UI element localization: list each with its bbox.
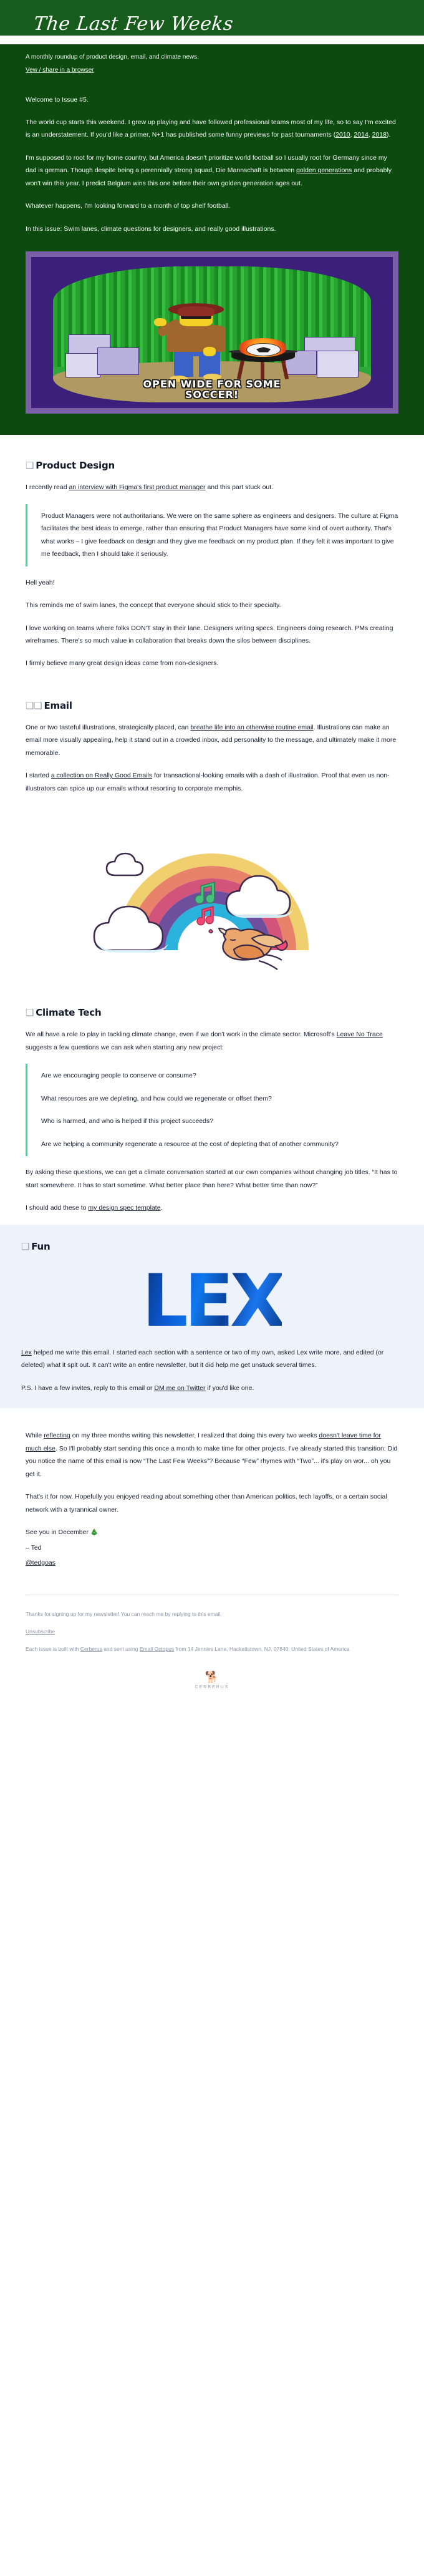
email-octopus-link[interactable]: Email Octopus bbox=[139, 1645, 175, 1652]
section-emoji-icon: ❑ bbox=[26, 1007, 34, 1019]
cl-p1-b: suggests a few questions we can ask when starting any new project: bbox=[26, 1043, 224, 1051]
cerberus-link[interactable]: Cerberus bbox=[80, 1645, 102, 1652]
lex-logo: LEX bbox=[142, 1258, 282, 1343]
product-design-paragraph-3: This reminds me of swim lanes, the concept that everyone should stick to their specialty. bbox=[26, 601, 281, 610]
footer-thanks: Thanks for signing up for my newsletter! You can reach me by replying to this email. bbox=[26, 1610, 222, 1617]
em-p1-b: . Illustrations can make an email more visually appealing, help it stand out in a crowded inbox, add personality to the message, and ultimately make it more memorable. bbox=[26, 723, 397, 757]
rainbow-illustration bbox=[26, 805, 398, 1001]
leave-no-trace-link[interactable]: Leave No Trace bbox=[336, 1031, 383, 1039]
product-design-heading-text: Product Design bbox=[36, 460, 115, 472]
character-fist bbox=[154, 318, 166, 327]
link-2014[interactable]: 2014 bbox=[354, 131, 369, 139]
section-divider bbox=[26, 680, 398, 694]
email-heading bbox=[26, 700, 398, 711]
email-paragraph-2 bbox=[26, 769, 398, 795]
out-p1-c: . So I'll probably start sending this once a month to make time for other projects. I've already started this transition: Did you notice the name of this email is now “The Last Few Weeks”? Because “Few” rhymes with “Two”... it's play on wor... oh you get it. bbox=[26, 1444, 398, 1478]
section-emoji-icon: ❑ bbox=[21, 1240, 30, 1252]
climate-paragraph-1 bbox=[26, 1028, 398, 1054]
breathe-life-link[interactable]: breathe life into an otherwise routine email bbox=[190, 723, 314, 731]
section-email bbox=[26, 700, 398, 795]
intro-paragraph-3: Whatever happens, I'm looking forward to a month of top shelf football. bbox=[26, 202, 231, 210]
signoff-block bbox=[26, 1526, 398, 1569]
crate-icon bbox=[97, 348, 138, 375]
signoff-handle bbox=[26, 1557, 398, 1569]
dog-icon: 🐕 bbox=[205, 1670, 219, 1683]
cl-p1-a: We all have a role to play in tackling climate change, even if we don't work in the climate sector. Microsoft's bbox=[26, 1031, 337, 1039]
figma-quote-blockquote bbox=[26, 504, 398, 566]
hero-caption-line-1: OPEN WIDE FOR SOME bbox=[143, 377, 281, 390]
footer bbox=[0, 1595, 424, 1711]
climate-tech-heading bbox=[26, 1007, 398, 1018]
intro-p1-text-b: ). bbox=[386, 131, 391, 139]
link-2010[interactable]: 2010 bbox=[335, 131, 350, 139]
intro-p2-text-b: and probably won't win this year. I predict Belgium wins this one before their own golden generation ages out. bbox=[26, 167, 392, 187]
page-title: The Last Few Weeks bbox=[32, 13, 234, 35]
crate-icon bbox=[317, 351, 358, 378]
fun-p1-a: helped me write this email. I started each section with a sentence or two of my own, asked Lex write more, and edited (or deleted) what it spit out. It can't write an entire newsletter, but it did help me get unstuck several times. bbox=[21, 1348, 384, 1369]
reflecting-link[interactable]: reflecting bbox=[44, 1432, 70, 1440]
climate-question: What resources are we depleting, and how could we regenerate or offset them? bbox=[41, 1094, 272, 1102]
em-p1-a: One or two tasteful illustrations, strategically placed, can bbox=[26, 723, 191, 731]
climate-question: Are we encouraging people to conserve or consume? bbox=[41, 1072, 196, 1080]
hero-image-wrap bbox=[0, 251, 424, 435]
tv-inner bbox=[31, 257, 393, 408]
main-content bbox=[0, 435, 424, 1214]
signoff-line-2: – Ted bbox=[26, 1543, 42, 1552]
product-design-paragraph-1 bbox=[26, 481, 398, 493]
fun-p2-a: P.S. I have a few invites, reply to this email or bbox=[21, 1384, 155, 1392]
outro-section bbox=[0, 1408, 424, 1578]
intro-p2-text-a: I'm supposed to root for my home country, but America doesn't prioritize world football so I usually root for Germany since my dad is german. Though despite being a perennially strong squad, Die Mannschaft is between bbox=[26, 153, 387, 175]
really-good-emails-link[interactable]: a collection on Really Good Emails bbox=[51, 772, 153, 780]
section-emoji-icon: ❑ bbox=[26, 460, 34, 472]
pd-p1-b: and this part stuck out. bbox=[205, 484, 274, 492]
ft-c: from 14 Jennies Lane, Hackettstown, NJ, 07840, United States of America bbox=[174, 1645, 350, 1652]
grill-leg bbox=[237, 360, 244, 380]
cowboy-character bbox=[161, 303, 231, 382]
hero-caption-line-2: SOCCER! bbox=[185, 388, 239, 401]
footer-built-with bbox=[26, 1644, 398, 1654]
out-p1-b: on my three months writing this newsletter, I realized that doing this every two weeks bbox=[70, 1432, 319, 1440]
climate-paragraph-2: By asking these questions, we can get a climate conversation started at our own companies without changing job titles. “It has to start somewhere. It has to start sometime. What better place than here? What better time than now?” bbox=[26, 1169, 398, 1189]
intro-p1-text-a: The world cup starts this weekend. I grew up playing and have followed professional teams most of my life, so to say I'm excited is an understatement. If you'd like a primer, N+1 has published some funny previews for past tournaments ( bbox=[26, 118, 396, 139]
grill-with-flaming-ball bbox=[231, 343, 295, 383]
soccer-ball-icon bbox=[246, 343, 281, 356]
intro-paragraph-4: In this issue: Swim lanes, climate questions for designers, and really good illustrations. bbox=[26, 225, 276, 233]
cl-p3-b: . bbox=[160, 1204, 163, 1212]
product-design-paragraph-5: I firmly believe many great design ideas come from non-designers. bbox=[26, 659, 219, 668]
intro-paragraph-2 bbox=[26, 152, 398, 190]
link-2018[interactable]: 2018 bbox=[372, 131, 387, 139]
cl-p3-a: I should add these to bbox=[26, 1204, 89, 1212]
outro-paragraph-2: That's it for now. Hopefully you enjoyed reading about something other than American politics, tech layoffs, or a certain social network with a tyrannical owner. bbox=[26, 1493, 387, 1514]
intro-paragraph-1: The world cup starts this weekend. I grew up playing and have followed professional teams most of my life, so to say I'm excited is an understatement. If you'd like a primer, N+1 has published some funny previews for past tournaments (2010, 2014, 2018). bbox=[26, 118, 396, 139]
character-hand bbox=[203, 347, 216, 356]
cerberus-logo bbox=[26, 1661, 398, 1689]
figma-quote-text: Product Managers were not authoritarians. We were on the same sphere as engineers and designers. The culture at Figma facilitates the best ideas to emerge, rather than ensuring that Product Managers have some kind of overt authority. That's what works – I give feedback on design and they give me feedback on my product plan. If they felt it was important to give me feedback, then I should take it seriously. bbox=[41, 512, 398, 558]
lex-link[interactable]: Lex bbox=[21, 1348, 32, 1356]
fun-heading bbox=[21, 1241, 403, 1252]
character-leg-gap bbox=[193, 356, 199, 377]
golden-generations-link[interactable]: golden generations bbox=[296, 167, 352, 175]
signoff-line-1: See you in December 🎄 bbox=[26, 1529, 99, 1537]
em-p2-a: I started bbox=[26, 772, 51, 780]
hero-caption bbox=[53, 379, 371, 401]
email-heading-text: Email bbox=[44, 699, 72, 711]
cloud-small-icon bbox=[107, 853, 143, 875]
cerberus-wordmark: CERBERUS bbox=[195, 1684, 229, 1689]
view-in-browser-link[interactable]: Vew / share in a browser bbox=[26, 66, 94, 74]
twitter-handle-link[interactable]: @tedgoas bbox=[26, 1559, 56, 1567]
climate-question: Who is harmed, and who is helped if this project succeeds? bbox=[41, 1117, 214, 1125]
product-design-paragraph-4: I love working on teams where folks DON'T stay in their lane. Designers writing specs. Engineers doing research. PMs creating wireframes. There's so much value in collaboration that breaks down the silos between disciplines. bbox=[26, 624, 393, 644]
unsubscribe-link[interactable]: Unsubscribe bbox=[26, 1628, 55, 1635]
email-paragraph-1 bbox=[26, 721, 398, 759]
ft-b: and sent using bbox=[102, 1645, 140, 1652]
climate-tech-heading-text: Climate Tech bbox=[36, 1007, 102, 1019]
section-emoji-icon: ❑❑ bbox=[26, 699, 42, 711]
rainbow-bird-svg bbox=[81, 816, 343, 984]
lex-logo-wrap bbox=[21, 1258, 403, 1346]
pd-p1-a: I recently read bbox=[26, 484, 69, 492]
climate-questions-blockquote bbox=[26, 1064, 398, 1156]
tv-frame bbox=[26, 251, 398, 414]
grill-leg bbox=[261, 360, 264, 379]
climate-paragraph-3 bbox=[26, 1202, 398, 1214]
grill-leg bbox=[281, 360, 289, 380]
out-p1-a: While bbox=[26, 1432, 44, 1440]
welcome-line: Welcome to Issue #5. bbox=[26, 95, 89, 104]
section-product-design bbox=[26, 460, 398, 670]
section-climate-tech bbox=[26, 1007, 398, 1214]
fun-p2-b: if you'd like one. bbox=[205, 1384, 254, 1392]
masthead-inner bbox=[0, 14, 424, 36]
crate-icon bbox=[65, 353, 100, 377]
tv-screen bbox=[53, 266, 371, 402]
intro-section bbox=[0, 85, 424, 252]
em-p2-b: for transactional-looking emails with a dash of illustration. Proof that even us non-illustrators can spice up our emails without resorting to corporate memphis. bbox=[26, 772, 390, 792]
tagline: A monthly roundup of product design, email, and climate news. bbox=[26, 53, 199, 61]
climate-question: Are we helping a community regenerate a resource at the cost of depleting that of another community? bbox=[41, 1140, 339, 1148]
fun-heading-text: Fun bbox=[31, 1240, 51, 1252]
outro-paragraph-1 bbox=[26, 1429, 398, 1480]
fun-paragraph-2 bbox=[21, 1382, 403, 1394]
design-spec-template-link[interactable]: my design spec template bbox=[88, 1204, 161, 1212]
ft-a: Each issue is built with bbox=[26, 1645, 80, 1652]
masthead bbox=[0, 0, 424, 36]
section-fun bbox=[0, 1225, 424, 1409]
cowboy-hat-crown bbox=[178, 306, 214, 316]
no-time-link[interactable]: doesn't leave time for much else bbox=[26, 1432, 381, 1452]
fun-paragraph-1 bbox=[21, 1346, 403, 1372]
masthead-subheader bbox=[0, 44, 424, 85]
footer-unsubscribe-line bbox=[26, 1626, 398, 1636]
twitter-dm-link[interactable]: DM me on Twitter bbox=[154, 1384, 206, 1392]
figma-interview-link[interactable]: an interview with Figma's first product manager bbox=[69, 484, 206, 492]
product-design-heading bbox=[26, 460, 398, 471]
product-design-paragraph-2: Hell yeah! bbox=[26, 578, 55, 586]
